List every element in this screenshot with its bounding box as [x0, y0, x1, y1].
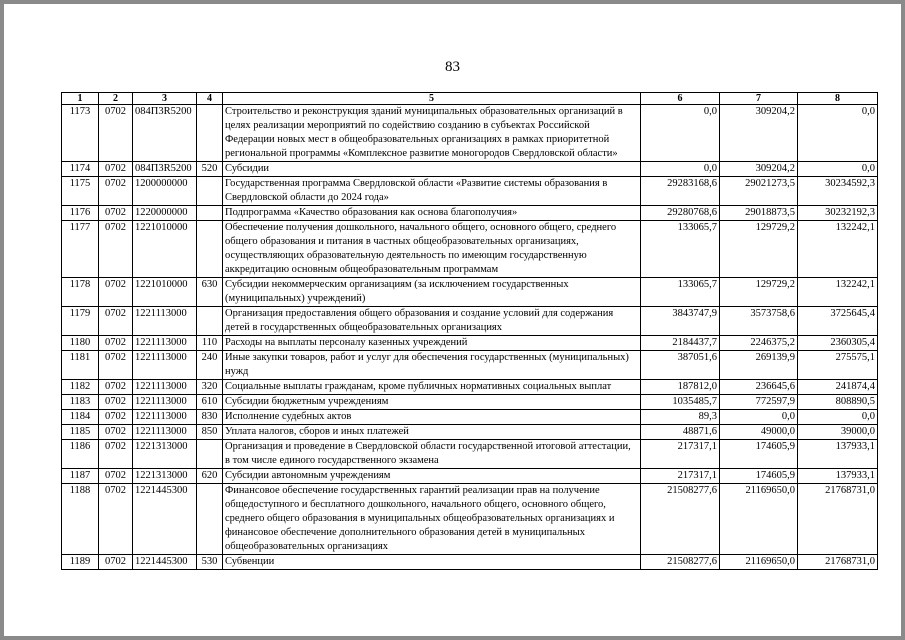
amount-year-2: 21169650,0 [720, 555, 798, 570]
amount-year-2: 29021273,5 [720, 177, 798, 206]
section-code: 0702 [99, 440, 133, 469]
amount-year-1: 2184437,7 [641, 336, 720, 351]
target-code: 084П3R5200 [133, 105, 197, 162]
amount-year-1: 21508277,6 [641, 555, 720, 570]
item-name: Иные закупки товаров, работ и услуг для обеспечения государственных (муниципальных) нужд [223, 351, 641, 380]
row-number: 1176 [62, 206, 99, 221]
expense-type [197, 484, 223, 555]
table-row [62, 162, 878, 177]
expense-type [197, 307, 223, 336]
amount-year-1: 217317,1 [641, 469, 720, 484]
section-code: 0702 [99, 410, 133, 425]
amount-year-1: 133065,7 [641, 278, 720, 307]
section-code: 0702 [99, 425, 133, 440]
section-code: 0702 [99, 336, 133, 351]
amount-year-2: 309204,2 [720, 162, 798, 177]
section-code: 0702 [99, 221, 133, 278]
row-number: 1175 [62, 177, 99, 206]
amount-year-3: 39000,0 [798, 425, 878, 440]
section-code: 0702 [99, 105, 133, 162]
amount-year-2: 3573758,6 [720, 307, 798, 336]
target-code: 1221445300 [133, 555, 197, 570]
item-name: Организация предоставления общего образования и создание условий для содержания детей в государственных общеобразовательных организациях [223, 307, 641, 336]
column-header: 5 [223, 93, 641, 105]
target-code: 1221445300 [133, 484, 197, 555]
table-row [62, 440, 878, 469]
column-header: 4 [197, 93, 223, 105]
target-code: 1221113000 [133, 336, 197, 351]
amount-year-2: 49000,0 [720, 425, 798, 440]
section-code: 0702 [99, 484, 133, 555]
item-name: Исполнение судебных актов [223, 410, 641, 425]
column-header: 3 [133, 93, 197, 105]
expense-type [197, 177, 223, 206]
row-number: 1188 [62, 484, 99, 555]
section-code: 0702 [99, 395, 133, 410]
table-row [62, 469, 878, 484]
amount-year-3: 21768731,0 [798, 484, 878, 555]
row-number: 1177 [62, 221, 99, 278]
amount-year-3: 0,0 [798, 162, 878, 177]
table-row [62, 278, 878, 307]
item-name: Субсидии бюджетным учреждениям [223, 395, 641, 410]
amount-year-2: 269139,9 [720, 351, 798, 380]
column-header: 8 [798, 93, 878, 105]
column-header: 1 [62, 93, 99, 105]
expense-type [197, 221, 223, 278]
item-name: Организация и проведение в Свердловской области государственной итоговой аттестации, в том числе единого государственного экзамена [223, 440, 641, 469]
table-row [62, 410, 878, 425]
target-code: 1221113000 [133, 425, 197, 440]
amount-year-1: 1035485,7 [641, 395, 720, 410]
table-row [62, 555, 878, 570]
column-header: 7 [720, 93, 798, 105]
row-number: 1183 [62, 395, 99, 410]
amount-year-3: 0,0 [798, 410, 878, 425]
target-code: 1221113000 [133, 351, 197, 380]
table-header-row [62, 93, 878, 105]
amount-year-3: 3725645,4 [798, 307, 878, 336]
row-number: 1186 [62, 440, 99, 469]
row-number: 1189 [62, 555, 99, 570]
column-header: 2 [99, 93, 133, 105]
table-row [62, 336, 878, 351]
amount-year-2: 0,0 [720, 410, 798, 425]
row-number: 1184 [62, 410, 99, 425]
section-code: 0702 [99, 307, 133, 336]
row-number: 1181 [62, 351, 99, 380]
amount-year-3: 137933,1 [798, 440, 878, 469]
item-name: Субсидии [223, 162, 641, 177]
item-name: Финансовое обеспечение государственных гарантий реализации прав на получение общедоступного и бесплатного дошкольного, начального общего, основного общего, среднего общего образования в муниципальных общеобразовательных организациях и финансовое обеспечение дополнительного образования детей в муниципальных общеобразовательных организациях [223, 484, 641, 555]
amount-year-3: 0,0 [798, 105, 878, 162]
expense-type: 110 [197, 336, 223, 351]
item-name: Подпрограмма «Качество образования как основа благополучия» [223, 206, 641, 221]
table-row [62, 351, 878, 380]
amount-year-1: 0,0 [641, 105, 720, 162]
amount-year-1: 21508277,6 [641, 484, 720, 555]
amount-year-3: 2360305,4 [798, 336, 878, 351]
row-number: 1179 [62, 307, 99, 336]
section-code: 0702 [99, 555, 133, 570]
section-code: 0702 [99, 469, 133, 484]
expense-type: 830 [197, 410, 223, 425]
row-number: 1174 [62, 162, 99, 177]
row-number: 1187 [62, 469, 99, 484]
amount-year-2: 174605,9 [720, 440, 798, 469]
amount-year-1: 387051,6 [641, 351, 720, 380]
amount-year-2: 309204,2 [720, 105, 798, 162]
table-row [62, 484, 878, 555]
item-name: Субсидии автономным учреждениям [223, 469, 641, 484]
amount-year-3: 241874,4 [798, 380, 878, 395]
target-code: 1221313000 [133, 440, 197, 469]
table-row [62, 105, 878, 162]
amount-year-3: 132242,1 [798, 221, 878, 278]
table-row [62, 221, 878, 278]
row-number: 1173 [62, 105, 99, 162]
amount-year-2: 129729,2 [720, 221, 798, 278]
expense-type: 320 [197, 380, 223, 395]
page-number: 83 [445, 59, 460, 75]
amount-year-3: 21768731,0 [798, 555, 878, 570]
target-code: 1200000000 [133, 177, 197, 206]
table-row [62, 307, 878, 336]
row-number: 1178 [62, 278, 99, 307]
amount-year-1: 0,0 [641, 162, 720, 177]
item-name: Государственная программа Свердловской области «Развитие системы образования в Свердловской области до 2024 года» [223, 177, 641, 206]
expense-type [197, 105, 223, 162]
document-page [4, 4, 901, 636]
target-code: 1221010000 [133, 278, 197, 307]
item-name: Субсидии некоммерческим организациям (за исключением государственных (муниципальных) учреждений) [223, 278, 641, 307]
target-code: 1221113000 [133, 395, 197, 410]
amount-year-3: 137933,1 [798, 469, 878, 484]
item-name: Субвенции [223, 555, 641, 570]
amount-year-2: 2246375,2 [720, 336, 798, 351]
amount-year-1: 3843747,9 [641, 307, 720, 336]
amount-year-1: 29280768,6 [641, 206, 720, 221]
amount-year-3: 808890,5 [798, 395, 878, 410]
column-header: 6 [641, 93, 720, 105]
section-code: 0702 [99, 206, 133, 221]
amount-year-1: 48871,6 [641, 425, 720, 440]
table-row [62, 206, 878, 221]
expense-type: 240 [197, 351, 223, 380]
amount-year-1: 29283168,6 [641, 177, 720, 206]
expense-type: 850 [197, 425, 223, 440]
section-code: 0702 [99, 380, 133, 395]
expense-type: 520 [197, 162, 223, 177]
amount-year-1: 187812,0 [641, 380, 720, 395]
expense-type: 530 [197, 555, 223, 570]
item-name: Уплата налогов, сборов и иных платежей [223, 425, 641, 440]
amount-year-2: 772597,9 [720, 395, 798, 410]
item-name: Расходы на выплаты персоналу казенных учреждений [223, 336, 641, 351]
amount-year-3: 30234592,3 [798, 177, 878, 206]
target-code: 1221313000 [133, 469, 197, 484]
target-code: 1221113000 [133, 380, 197, 395]
expense-type: 630 [197, 278, 223, 307]
section-code: 0702 [99, 278, 133, 307]
amount-year-1: 217317,1 [641, 440, 720, 469]
amount-year-2: 174605,9 [720, 469, 798, 484]
amount-year-2: 129729,2 [720, 278, 798, 307]
row-number: 1180 [62, 336, 99, 351]
row-number: 1182 [62, 380, 99, 395]
budget-table [61, 92, 878, 570]
row-number: 1185 [62, 425, 99, 440]
amount-year-2: 21169650,0 [720, 484, 798, 555]
expense-type: 620 [197, 469, 223, 484]
table-row [62, 177, 878, 206]
target-code: 1221010000 [133, 221, 197, 278]
item-name: Обеспечение получения дошкольного, начального общего, основного общего, среднего общего образования и питания в частных общеобразовательных организациях, осуществляющих образовательную деятельность по имеющим государственную аккредитацию основным общеобразовательным программам [223, 221, 641, 278]
amount-year-2: 236645,6 [720, 380, 798, 395]
expense-type [197, 206, 223, 221]
table-row [62, 395, 878, 410]
section-code: 0702 [99, 162, 133, 177]
expense-type [197, 440, 223, 469]
expense-type: 610 [197, 395, 223, 410]
table-row [62, 425, 878, 440]
target-code: 1221113000 [133, 410, 197, 425]
amount-year-1: 133065,7 [641, 221, 720, 278]
item-name: Социальные выплаты гражданам, кроме публичных нормативных социальных выплат [223, 380, 641, 395]
target-code: 1221113000 [133, 307, 197, 336]
section-code: 0702 [99, 351, 133, 380]
table-row [62, 380, 878, 395]
amount-year-3: 275575,1 [798, 351, 878, 380]
target-code: 084П3R5200 [133, 162, 197, 177]
table-body [62, 105, 878, 570]
amount-year-1: 89,3 [641, 410, 720, 425]
target-code: 1220000000 [133, 206, 197, 221]
section-code: 0702 [99, 177, 133, 206]
item-name: Строительство и реконструкция зданий муниципальных образовательных организаций в целях реализации мероприятий по содействию созданию в субъектах Российской Федерации новых мест в общеобразовательных организациях в рамках приоритетной региональной программы «Комплексное развитие моногородов Свердловской области» [223, 105, 641, 162]
amount-year-3: 132242,1 [798, 278, 878, 307]
amount-year-3: 30232192,3 [798, 206, 878, 221]
amount-year-2: 29018873,5 [720, 206, 798, 221]
